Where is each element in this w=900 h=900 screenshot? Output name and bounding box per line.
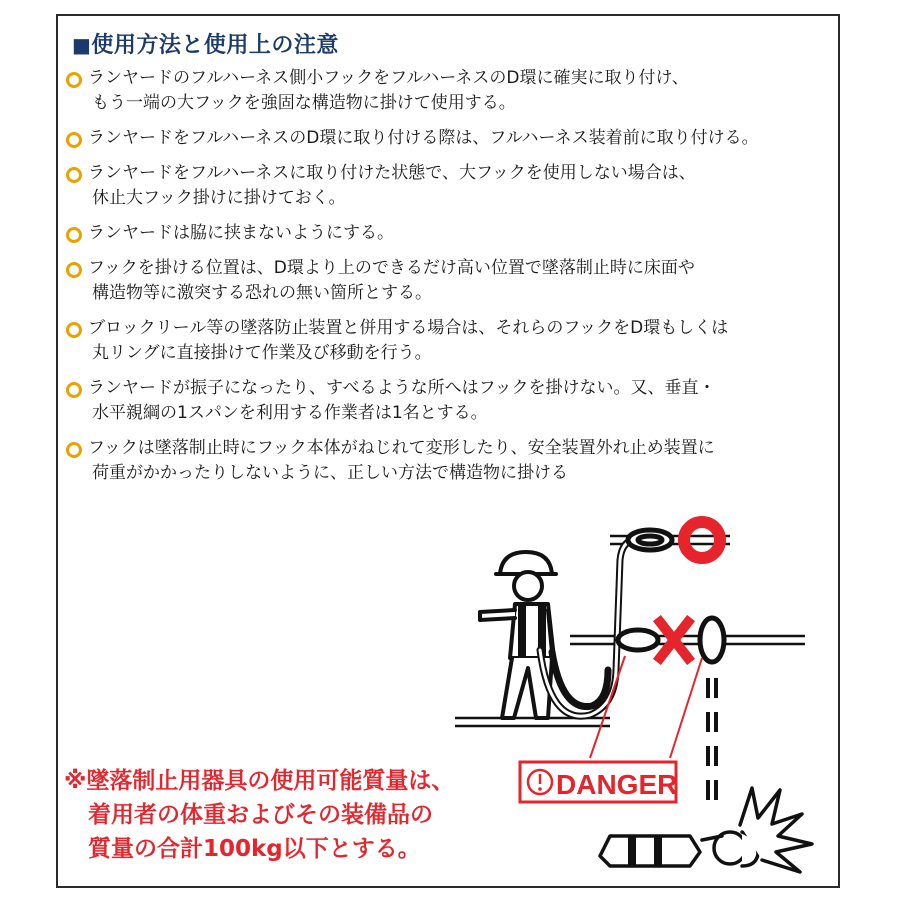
circle-bullet-icon (66, 322, 82, 338)
safety-illustration (440, 500, 840, 880)
circle-bullet-icon (66, 72, 82, 88)
heading-title: 使用方法と使用上の注意 (91, 33, 339, 58)
list-item (66, 316, 826, 366)
ok-mark-icon (684, 522, 720, 558)
danger-label (520, 762, 677, 802)
list-item (66, 66, 826, 116)
worker-figure (480, 552, 556, 718)
circle-bullet-icon (66, 382, 82, 398)
list-item (66, 376, 826, 426)
item-text: フックを掛ける位置は、D環より上のできるだけ高い位置で墜落制止時に床面や (88, 258, 695, 278)
middle-beam (570, 636, 805, 644)
item-text: 丸リングに直接掛けて作業及び移動を行う。 (92, 343, 432, 363)
lanyard-rope (540, 540, 636, 716)
mass-limit-warning (64, 764, 454, 866)
circle-bullet-icon (66, 262, 82, 278)
item-text: ランヤードが振子になったり、すべるような所へはフックを掛けない。又、垂直・ (88, 378, 716, 398)
item-text: ランヤードをフルハーネスのD環に取り付ける際は、フルハーネス装着前に取り付ける。 (88, 128, 759, 148)
item-text: 水平親綱の1スパンを利用する作業者は1名とする。 (92, 403, 488, 423)
list-item (66, 221, 826, 246)
item-text: ランヤードをフルハーネスに取り付けた状態で、大フックを使用しない場合は、 (88, 163, 696, 183)
item-text: 荷重がかかったりしないように、正しい方法で構造物に掛ける (92, 463, 568, 483)
circle-bullet-icon (66, 132, 82, 148)
warning-line: ※墜落制止用器具の使用可能質量は、 (64, 768, 455, 794)
item-text: ランヤードは脇に挟まないようにする。 (88, 223, 394, 243)
warning-line: 質量の合計100kg以下とする。 (88, 836, 421, 862)
fall-path (708, 678, 716, 800)
list-item (66, 256, 826, 306)
warning-line: 着用者の体重およびその装備品の (88, 802, 433, 828)
caution-list (66, 66, 826, 496)
upper-hook-icon (628, 530, 672, 550)
section-heading (72, 28, 339, 59)
circle-bullet-icon (66, 442, 82, 458)
circle-bullet-icon (66, 227, 82, 243)
item-text: フックは墜落制止時にフック本体がねじれて変形したり、安全装置外れ止め装置に (88, 438, 715, 458)
item-text: ブロックリール等の墜落防止装置と併用する場合は、それらのフックをD環もしくは (88, 318, 729, 338)
list-item (66, 126, 826, 151)
item-text: ランヤードのフルハーネス側小フックをフルハーネスのD環に確実に取り付け、 (88, 68, 689, 88)
list-item (66, 161, 826, 211)
ng-mark-icon (660, 622, 688, 658)
circle-bullet-icon (66, 167, 82, 183)
item-text: 休止大フック掛けに掛けておく。 (92, 188, 346, 208)
danger-text: DANGER (556, 769, 678, 800)
heading-marker: ■ (72, 33, 92, 57)
list-item (66, 436, 826, 486)
item-text: もう一端の大フックを強固な構造物に掛けて使用する。 (92, 93, 516, 113)
item-text: 構造物等に激突する恐れの無い箇所とする。 (92, 283, 432, 303)
